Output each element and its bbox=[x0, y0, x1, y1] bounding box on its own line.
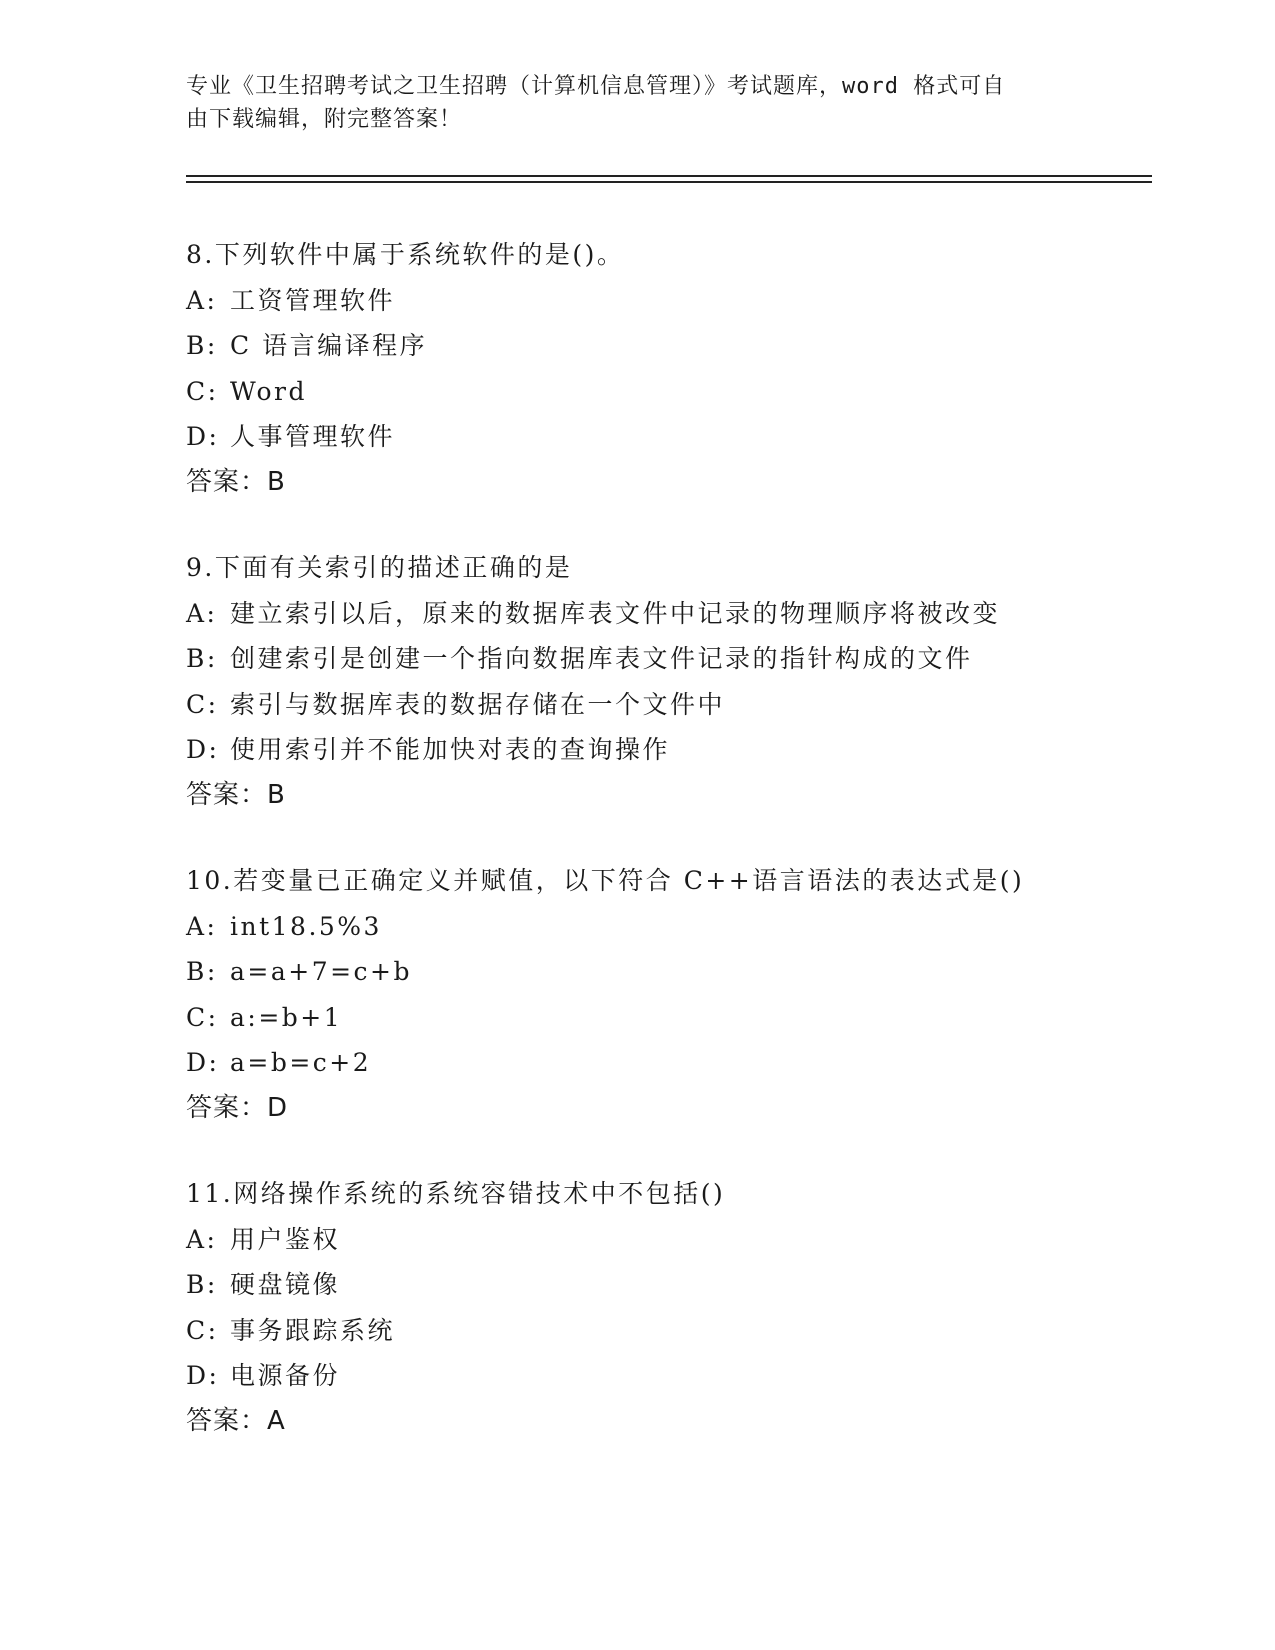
question-8 bbox=[186, 232, 1146, 505]
option-tag: B: bbox=[186, 957, 218, 986]
option-tag: A: bbox=[186, 1224, 218, 1254]
option-c bbox=[186, 1308, 1146, 1354]
option-tag: D: bbox=[186, 1048, 220, 1077]
header-line-2: 由下载编辑，附完整答案！ bbox=[186, 107, 463, 132]
option-tag: C: bbox=[186, 376, 219, 406]
option-text: a=b=c+2 bbox=[230, 1048, 372, 1077]
option-text: 用户鉴权 bbox=[230, 1224, 341, 1254]
option-tag: A: bbox=[186, 598, 218, 628]
option-b bbox=[186, 1262, 1146, 1308]
option-tag: C: bbox=[186, 689, 219, 719]
option-b bbox=[186, 323, 1146, 369]
option-text: int18.5%3 bbox=[230, 911, 382, 941]
option-d bbox=[186, 414, 1146, 460]
option-text: 建立索引以后，原来的数据库表文件中记录的物理顺序将被改变 bbox=[230, 598, 1001, 628]
answer-line: 答案：B bbox=[186, 779, 286, 810]
option-tag: B: bbox=[186, 1270, 218, 1299]
header-divider-top bbox=[186, 175, 1152, 177]
option-text: 使用索引并不能加快对表的查询操作 bbox=[230, 735, 671, 764]
option-d bbox=[186, 1353, 1146, 1399]
option-tag: C: bbox=[186, 1315, 219, 1345]
option-tag: B: bbox=[186, 644, 218, 673]
option-tag: A: bbox=[186, 911, 218, 941]
option-text: 创建索引是创建一个指向数据库表文件记录的指针构成的文件 bbox=[230, 644, 973, 673]
option-c bbox=[186, 995, 1146, 1041]
question-9 bbox=[186, 545, 1146, 818]
option-d bbox=[186, 727, 1146, 773]
option-a bbox=[186, 278, 1146, 324]
option-text: 索引与数据库表的数据存储在一个文件中 bbox=[230, 689, 726, 719]
option-text: 事务跟踪系统 bbox=[230, 1315, 396, 1345]
question-stem: 8.下列软件中属于系统软件的是()。 bbox=[186, 240, 625, 269]
option-a bbox=[186, 1217, 1146, 1263]
option-d bbox=[186, 1040, 1146, 1086]
option-a bbox=[186, 591, 1146, 637]
option-text: a=a+7=c+b bbox=[230, 957, 413, 986]
answer-line: 答案：D bbox=[186, 1092, 289, 1123]
answer-line: 答案：A bbox=[186, 1405, 286, 1436]
option-b bbox=[186, 636, 1146, 682]
option-text: Word bbox=[230, 376, 308, 406]
header-divider-bottom bbox=[186, 181, 1152, 183]
option-tag: D: bbox=[186, 735, 220, 764]
option-c bbox=[186, 369, 1146, 415]
option-text: 硬盘镜像 bbox=[230, 1270, 341, 1299]
option-text: 工资管理软件 bbox=[230, 285, 396, 315]
option-c bbox=[186, 682, 1146, 728]
question-stem: 9.下面有关索引的描述正确的是 bbox=[186, 553, 573, 582]
document-header bbox=[186, 70, 1066, 136]
option-text: a:=b+1 bbox=[230, 1002, 343, 1032]
option-a bbox=[186, 904, 1146, 950]
question-stem: 10.若变量已正确定义并赋值，以下符合 C++语言语法的表达式是() bbox=[186, 866, 1025, 895]
option-tag: B: bbox=[186, 331, 218, 360]
option-b bbox=[186, 949, 1146, 995]
header-line-1: 专业《卫生招聘考试之卫生招聘（计算机信息管理）》考试题库，word 格式可自 bbox=[186, 74, 1006, 99]
option-tag: D: bbox=[186, 422, 220, 451]
question-list bbox=[186, 232, 1146, 1484]
question-11 bbox=[186, 1171, 1146, 1444]
option-text: 电源备份 bbox=[230, 1361, 341, 1390]
answer-line: 答案：B bbox=[186, 466, 286, 497]
option-text: C 语言编译程序 bbox=[230, 331, 428, 360]
question-stem: 11.网络操作系统的系统容错技术中不包括() bbox=[186, 1179, 726, 1208]
question-10 bbox=[186, 858, 1146, 1131]
option-text: 人事管理软件 bbox=[230, 422, 396, 451]
option-tag: C: bbox=[186, 1002, 219, 1032]
option-tag: A: bbox=[186, 285, 218, 315]
option-tag: D: bbox=[186, 1361, 220, 1390]
